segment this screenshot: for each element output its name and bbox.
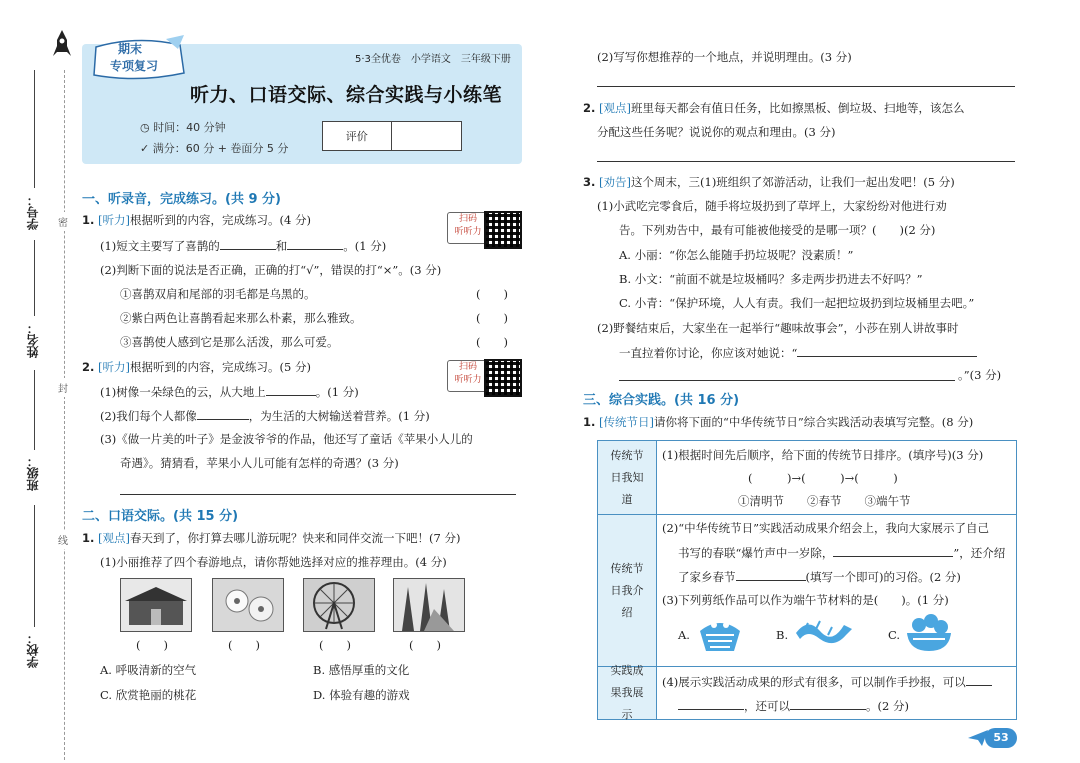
answer-blank[interactable] bbox=[833, 544, 953, 557]
answer-paren[interactable]: ( ) bbox=[476, 287, 508, 301]
s2-q1-stem bbox=[82, 530, 460, 546]
scan-label bbox=[447, 360, 489, 392]
papercut-option-c-label: C. bbox=[888, 628, 901, 642]
q-num: 3. bbox=[583, 175, 596, 189]
text: 书写的春联“爆竹声中一岁除， bbox=[678, 546, 834, 560]
answer-blank[interactable] bbox=[220, 237, 276, 250]
text: ，还可以 bbox=[744, 699, 790, 713]
scan-line1: 扫码 bbox=[458, 362, 477, 372]
option-d: D. 体验有趣的游戏 bbox=[313, 688, 410, 702]
q-text: 根据听到的内容，完成练习。(5 分) bbox=[130, 360, 311, 374]
qr-code-icon[interactable] bbox=[484, 359, 522, 397]
binding-strip bbox=[0, 0, 70, 763]
s2-q3-option-c: C. 小青：“保护环境，人人有责。我们一起把垃圾扔到垃圾桶里去吧。” bbox=[619, 296, 975, 310]
s2-q3-sub2c: 。”(3 分) bbox=[958, 368, 1002, 382]
text: (1)短文主要写了喜鹊的 bbox=[100, 239, 220, 253]
answer-paren[interactable]: ( ) bbox=[476, 335, 508, 349]
papercut-basket-icon bbox=[696, 611, 744, 655]
row1-label bbox=[598, 441, 657, 514]
papercut-option-a-label: A. bbox=[678, 628, 690, 642]
row-divider bbox=[598, 514, 1016, 515]
row1-q1: (1)根据时间先后顺序，给下面的传统节日排序。(填序号)(3 分) bbox=[662, 448, 984, 462]
seal-xian: 线 bbox=[58, 530, 68, 549]
seal-feng: 封 bbox=[58, 378, 68, 397]
badge-line2: 专项复习 bbox=[110, 59, 159, 73]
q-text: 这个周末，三(1)班组织了郊游活动，让我们一起出发吧！(5 分) bbox=[631, 175, 955, 189]
page-title: 听力、口语交际、综合实践与小练笔 bbox=[190, 84, 503, 106]
option-c: C. 欣赏艳丽的桃花 bbox=[100, 688, 197, 702]
page-number: 53 bbox=[985, 728, 1017, 748]
check-icon: ✓ bbox=[140, 142, 153, 155]
s1-q2-stem bbox=[82, 359, 311, 375]
s3-q1-stem bbox=[583, 414, 973, 430]
clock-icon: ◷ bbox=[140, 121, 154, 134]
scan-line2: 听听力 bbox=[454, 227, 482, 237]
answer-paren[interactable]: ( ) bbox=[319, 638, 351, 652]
judge-1: ①喜鹊双肩和尾部的羽毛都是乌黑的。 bbox=[120, 287, 316, 301]
s1-q1-sub1 bbox=[100, 237, 386, 254]
ferris-wheel-photo bbox=[303, 578, 375, 632]
text: (1)树像一朵绿色的云，从大地上 bbox=[100, 385, 266, 399]
answer-blank[interactable] bbox=[197, 407, 249, 420]
cut-line bbox=[64, 70, 65, 760]
q-text: 班里每天都会有值日任务，比如擦黑板、倒垃圾、扫地等，该怎么 bbox=[631, 101, 965, 115]
q-tag: [传统节日] bbox=[599, 415, 655, 429]
q-tag: [听力] bbox=[98, 360, 131, 374]
text: 。(2 分) bbox=[866, 699, 909, 713]
section3-title: 三、综合实践。(共 16 分) bbox=[583, 393, 740, 408]
scan-line1: 扫码 bbox=[458, 214, 477, 224]
text: ，为生活的大树输送着营养。(1 分) bbox=[248, 409, 430, 423]
papercut-option-b-label: B. bbox=[776, 628, 789, 642]
papercut-bowl-icon bbox=[903, 611, 955, 655]
judge-2: ②紫白两色让喜鹊看起来那么朴素，那么雅致。 bbox=[120, 311, 362, 325]
q-tag: [听力] bbox=[98, 213, 131, 227]
row2-q2a: (2)“中华传统节日”实践活动成果介绍会上，我向大家展示了自己 bbox=[662, 521, 990, 535]
answer-paren[interactable]: ( ) bbox=[409, 638, 441, 652]
class-field[interactable] bbox=[34, 370, 35, 450]
s2-q3-stem bbox=[583, 174, 955, 190]
answer-paren[interactable]: ( ) bbox=[476, 311, 508, 325]
answer-blank[interactable] bbox=[287, 237, 343, 250]
q-num: 1. bbox=[82, 531, 95, 545]
series-label: 5·3全优卷 小学语文 三年级下册 bbox=[355, 54, 511, 65]
answer-blank[interactable] bbox=[266, 383, 316, 396]
q-text: 请你将下面的“中华传统节日”综合实践活动表填写完整。(8 分) bbox=[654, 415, 974, 429]
option-a: A. 呼吸清新的空气 bbox=[100, 663, 197, 677]
s1-q2-sub1 bbox=[100, 383, 359, 400]
text: 了家乡春节 bbox=[678, 570, 736, 584]
text: 。(1 分) bbox=[315, 385, 359, 399]
forest-photo bbox=[393, 578, 465, 632]
s2-q3-sub2b bbox=[619, 344, 977, 361]
row3-q4a bbox=[662, 673, 992, 690]
scan-label bbox=[447, 212, 489, 244]
q-text: 春天到了，你打算去哪儿游玩呢？快来和同伴交流一下吧！(7 分) bbox=[130, 531, 461, 545]
s2-q3-sub1a: (1)小武吃完零食后，随手将垃圾扔到了草坪上，大家纷纷对他进行劝 bbox=[597, 199, 947, 213]
row1-options: ①清明节 ②春节 ③端午节 bbox=[738, 494, 911, 508]
row1-order-blanks[interactable]: ( )→( )→( ) bbox=[748, 471, 898, 485]
time-text: 时间：40 分钟 bbox=[153, 121, 226, 134]
text: 和 bbox=[275, 239, 288, 253]
name-field[interactable] bbox=[34, 240, 35, 316]
name-label: 姓名： bbox=[26, 322, 40, 358]
qr-code-icon[interactable] bbox=[484, 211, 522, 249]
rocket-icon bbox=[52, 28, 72, 62]
s1-q2-sub3a: (3)《做一片美的叶子》是金波爷爷的作品，他还写了童话《苹果小人儿的 bbox=[100, 432, 473, 446]
s2-q2-text-b: 分配这些任务呢？说说你的观点和理由。(3 分) bbox=[597, 125, 836, 139]
row2-label-text: 传统节日我介绍 bbox=[610, 561, 644, 619]
q-tag: [观点] bbox=[98, 531, 131, 545]
time-info bbox=[140, 119, 226, 135]
gate-photo bbox=[120, 578, 192, 632]
row2-q2b bbox=[678, 544, 1005, 561]
row2-q3: (3)下列剪纸作品可以作为端午节材料的是( )。(1 分) bbox=[662, 593, 949, 607]
answer-line[interactable] bbox=[597, 161, 1015, 162]
row2-label bbox=[598, 515, 657, 666]
answer-blank[interactable] bbox=[678, 697, 744, 710]
s2-q3-sub2a: (2)野餐结束后，大家坐在一起举行“趣味故事会”，小莎在别人讲故事时 bbox=[597, 321, 959, 335]
eval-box bbox=[322, 121, 462, 151]
s2-q1-sub2: (2)写写你想推荐的一个地点，并说明理由。(3 分) bbox=[597, 50, 852, 64]
section2-title: 二、口语交际。(共 15 分) bbox=[82, 509, 239, 524]
answer-line[interactable] bbox=[619, 380, 955, 381]
answer-blank[interactable] bbox=[790, 697, 866, 710]
papercut-dragon-icon bbox=[794, 613, 854, 649]
row-divider bbox=[598, 666, 1016, 667]
student-id-field[interactable] bbox=[34, 70, 35, 188]
row3-q4b bbox=[678, 697, 909, 714]
text: 。(1 分) bbox=[343, 239, 387, 253]
answer-paren[interactable]: ( ) bbox=[228, 638, 260, 652]
s1-q1-sub2: (2)判断下面的说法是否正确，正确的打“√”，错误的打“×”。(3 分) bbox=[100, 263, 442, 277]
text: 一直拉着你讨论，你应该对她说：“ bbox=[619, 346, 798, 360]
scan-line2: 听听力 bbox=[454, 375, 482, 385]
q-tag: [观点] bbox=[599, 101, 632, 115]
s1-q2-sub3b: 奇遇》。猜猜看，苹果小人儿可能有怎样的奇遇？(3 分) bbox=[120, 456, 399, 470]
q-num: 2. bbox=[583, 101, 596, 115]
badge-line1: 期末 bbox=[118, 42, 143, 56]
q-num: 1. bbox=[583, 415, 596, 429]
row3-label-text: 实践成果我展示 bbox=[610, 664, 644, 721]
student-id-label: 学号： bbox=[26, 194, 40, 230]
row1-label-text: 传统节日我知道 bbox=[610, 448, 644, 506]
text: (填写一个即可)的习俗。(2 分) bbox=[805, 570, 961, 584]
answer-paren[interactable]: ( ) bbox=[136, 638, 168, 652]
eval-label: 评价 bbox=[323, 122, 392, 150]
s2-q3-sub1b: 告。下列劝告中，最有可能被他接受的是哪一项？( )(2 分) bbox=[619, 223, 936, 237]
score-text: 满分：60 分 + 卷面分 5 分 bbox=[152, 142, 289, 155]
activity-table bbox=[597, 440, 1017, 720]
q-tag: [劝告] bbox=[599, 175, 632, 189]
seal-mi: 密 bbox=[58, 212, 68, 231]
option-b: B. 感悟厚重的文化 bbox=[313, 663, 410, 677]
answer-blank[interactable] bbox=[736, 568, 806, 581]
q-num: 1. bbox=[82, 213, 95, 227]
class-label: 班级： bbox=[26, 455, 40, 491]
s1-q2-sub2 bbox=[100, 407, 430, 424]
answer-blank[interactable] bbox=[797, 344, 977, 357]
school-field[interactable] bbox=[34, 505, 35, 627]
s2-q3-option-b: B. 小文：“前面不就是垃圾桶吗？多走两步扔进去不好吗？” bbox=[619, 272, 923, 286]
flower-photo bbox=[212, 578, 284, 632]
s2-q3-option-a: A. 小丽：“你怎么能随手扔垃圾呢？没素质！” bbox=[619, 248, 854, 262]
q-num: 2. bbox=[82, 360, 95, 374]
section1-title: 一、听录音，完成练习。(共 9 分) bbox=[82, 192, 281, 207]
text: (4)展示实践活动成果的形式有很多，可以制作手抄报，可以 bbox=[662, 675, 966, 689]
answer-blank[interactable] bbox=[966, 673, 992, 686]
eval-field[interactable] bbox=[392, 122, 462, 150]
q-text: 根据听到的内容，完成练习。(4 分) bbox=[130, 213, 311, 227]
judge-3: ③喜鹊使人感到它是那么活泼，那么可爱。 bbox=[120, 335, 339, 349]
s2-q2-stem bbox=[583, 100, 965, 116]
score-info bbox=[140, 140, 288, 156]
row2-q2c bbox=[678, 568, 961, 585]
answer-line[interactable] bbox=[120, 494, 516, 495]
answer-line[interactable] bbox=[597, 86, 1015, 87]
text: (2)我们每个人都像 bbox=[100, 409, 197, 423]
row3-label bbox=[598, 664, 657, 721]
s2-q1-sub1: (1)小丽推荐了四个春游地点，请你帮她选择对应的推荐理由。(4 分) bbox=[100, 555, 447, 569]
school-label: 学校： bbox=[26, 632, 40, 668]
s1-q1-stem bbox=[82, 212, 311, 228]
text: ”，还介绍 bbox=[953, 546, 1006, 560]
